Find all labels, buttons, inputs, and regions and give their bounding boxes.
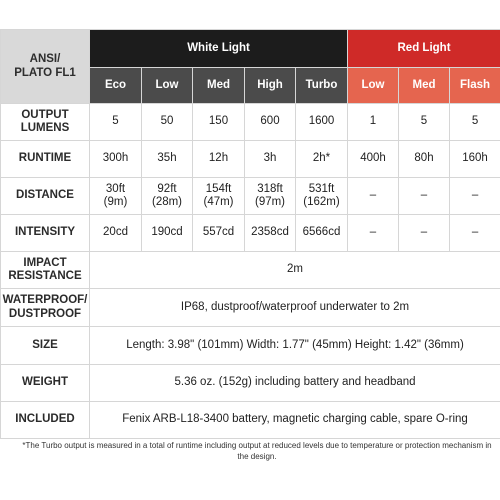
cell: 6566cd [296,215,348,252]
cell: 50 [142,104,193,141]
cell: – [450,215,500,252]
cell: 20cd [90,215,142,252]
mode-low: Low [142,68,193,104]
cell: – [348,178,399,215]
cell: 400h [348,141,399,178]
row-label: DISTANCE [1,178,90,215]
row-label: SIZE [1,327,90,365]
red-mode-low: Low [348,68,399,104]
merged-cell: 2m [90,252,500,289]
group-header-row [1,30,500,68]
row-label: RUNTIME [1,141,90,178]
cell: 531ft (162m) [296,178,348,215]
cell: 5 [90,104,142,141]
cell: 2h* [296,141,348,178]
row-impact-resistance [1,252,500,289]
row-label: IMPACT RESISTANCE [1,252,90,289]
cell: 92ft (28m) [142,178,193,215]
cell: 2358cd [245,215,296,252]
row-label: INTENSITY [1,215,90,252]
cell: 1 [348,104,399,141]
cell: 35h [142,141,193,178]
row-runtime [1,141,500,178]
row-distance [1,178,500,215]
cell: 190cd [142,215,193,252]
cell: – [399,178,450,215]
cell: 318ft (97m) [245,178,296,215]
row-waterproof [1,289,500,327]
mode-eco: Eco [90,68,142,104]
row-label: WEIGHT [1,365,90,402]
row-output-lumens [1,104,500,141]
row-intensity [1,215,500,252]
cell: 154ft (47m) [193,178,245,215]
merged-cell: Fenix ARB-L18-3400 battery, magnetic charging cable, spare O-ring [90,402,500,439]
row-weight [1,365,500,402]
row-label: INCLUDED [1,402,90,439]
merged-cell: IP68, dustproof/waterproof underwater to 2m [90,289,500,327]
cell: 5 [399,104,450,141]
merged-cell: 5.36 oz. (152g) including battery and headband [90,365,500,402]
cell: 80h [399,141,450,178]
standard-label: ANSI/ PLATO FL1 [1,30,90,104]
row-included [1,402,500,439]
cell: 160h [450,141,500,178]
mode-turbo: Turbo [296,68,348,104]
cell: 557cd [193,215,245,252]
row-label: OUTPUT LUMENS [1,104,90,141]
red-mode-med: Med [399,68,450,104]
cell: 5 [450,104,500,141]
cell: 3h [245,141,296,178]
cell: 12h [193,141,245,178]
cell: – [450,178,500,215]
mode-med: Med [193,68,245,104]
white-light-header: White Light [90,30,348,68]
merged-cell: Length: 3.98" (101mm) Width: 1.77" (45mm) Height: 1.42" (36mm) [90,327,500,365]
red-light-header: Red Light [348,30,500,68]
cell: 600 [245,104,296,141]
spec-table [0,29,500,439]
cell: 150 [193,104,245,141]
cell: 300h [90,141,142,178]
footnote: *The Turbo output is measured in a total of runtime including output at reduced levels due to temperature or protection mechanism in the design. [22,441,492,461]
row-label: WATERPROOF/ DUSTPROOF [1,289,90,327]
mode-high: High [245,68,296,104]
cell: 1600 [296,104,348,141]
cell: 30ft (9m) [90,178,142,215]
cell: – [348,215,399,252]
row-size [1,327,500,365]
red-mode-flash: Flash [450,68,500,104]
cell: – [399,215,450,252]
